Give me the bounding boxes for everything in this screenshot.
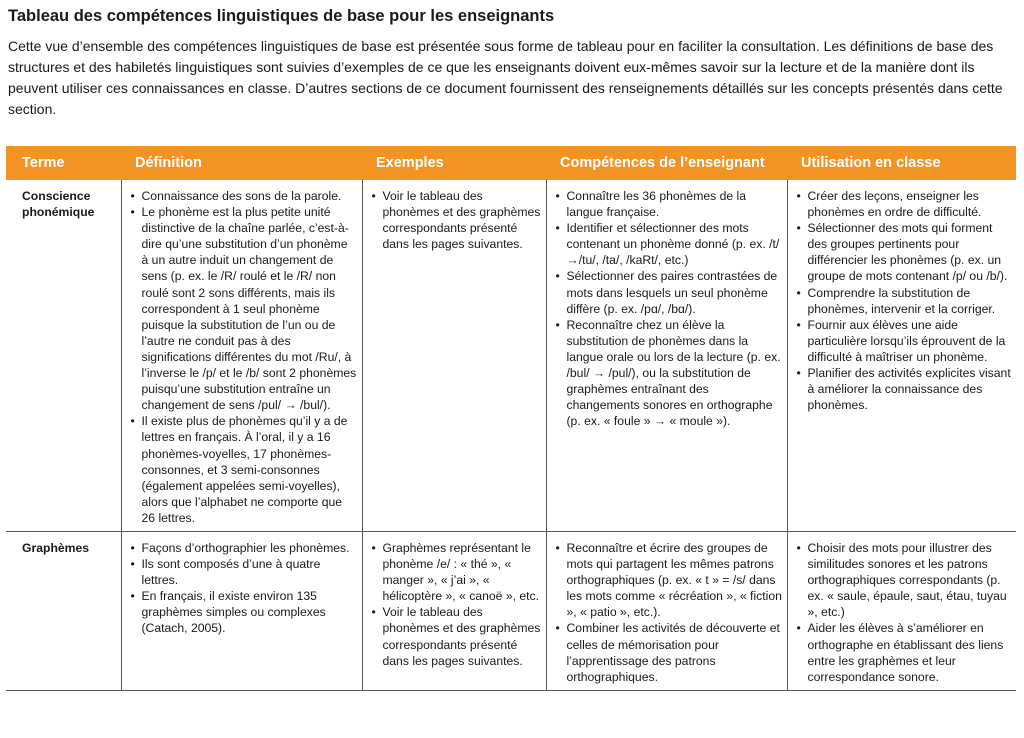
definition-list — [130, 188, 358, 526]
classroom-use-cell — [787, 531, 1016, 690]
header-terme: Terme — [6, 146, 121, 180]
examples-cell — [362, 531, 546, 690]
classroom-use-list — [796, 188, 1013, 413]
list-item: • Ils sont composés d’une à quatre lettres. — [130, 556, 358, 588]
table-header-row — [6, 146, 1016, 180]
list-item: • Reconnaître et écrire des groupes de mots qui partagent les mêmes patrons orthographiques (p. ex. « t » = /s/ dans les mots comme « récréation », « fiction », « patio », etc.). — [555, 540, 783, 620]
list-item: • Reconnaître chez un élève la substitution de phonèmes dans la langue orale ou lors de la lecture (p. ex. /bul/ → /pul/), ou la substitution de graphèmes entraînant des changements sonores en orthographe (p. ex. « foule » → « moule »). — [555, 317, 783, 430]
competences-table — [6, 146, 1016, 691]
page-title: Tableau des compétences linguistiques de base pour les enseignants — [8, 7, 555, 25]
classroom-use-list — [796, 540, 1013, 685]
intro-paragraph: Cette vue d’ensemble des compétences linguistiques de base est présentée sous forme de tableau pour en faciliter la consultation. Les définitions de base des structures et des habiletés linguistiques sont suivies d’exemples de ce que les enseignants doivent eux-mêmes savoir sur la lecture et de la manière dont ils peuvent utiliser ces connaissances en classe. D’autres sections de ce document fournissent des renseignements détaillés sur les concepts présentés dans cette section. — [8, 38, 1003, 117]
list-item: • Sélectionner des mots qui forment des groupes pertinents pour différencier les phonèmes (p. ex. un groupe de mots contenant /p/ ou /b/). — [796, 220, 1013, 284]
term-cell: Conscience phonémique — [6, 180, 121, 531]
examples-list — [371, 188, 542, 252]
header-definition: Définition — [121, 146, 362, 180]
list-item: • Connaître les 36 phonèmes de la langue française. — [555, 188, 783, 220]
teacher-skills-list — [555, 540, 783, 685]
list-item: • Comprendre la substitution de phonèmes, intervenir et la corriger. — [796, 285, 1013, 317]
examples-list — [371, 540, 542, 669]
list-item: • Connaissance des sons de la parole. — [130, 188, 358, 204]
list-item: • Il existe plus de phonèmes qu’il y a de lettres en français. À l’oral, il y a 16 phonèmes-voyelles, 17 phonèmes-consonnes, et 3 semi-consonnes (également appelées semi-voyelles), alors que l’alphabet ne comporte que 26 lettres. — [130, 413, 358, 526]
examples-cell — [362, 180, 546, 531]
list-item: • Identifier et sélectionner des mots contenant un phonème donné (p. ex. /t/ →/tu/, /ta/, /kaRt/, etc.) — [555, 220, 783, 268]
term-cell: Graphèmes — [6, 531, 121, 690]
header-utilisation: Utilisation en classe — [787, 146, 1016, 180]
list-item: • Choisir des mots pour illustrer des similitudes sonores et les patrons orthographiques correspondants (p. ex. « saule, épaule, saut, étau, tuyau », etc.) — [796, 540, 1013, 620]
list-item: • Sélectionner des paires contrastées de mots dans lesquels un seul phonème diffère (p. ex. /pɑ/, /bɑ/). — [555, 268, 783, 316]
definition-cell — [121, 180, 362, 531]
classroom-use-cell — [787, 180, 1016, 531]
table-row-conscience-phonemique — [6, 180, 1016, 531]
list-item: • Voir le tableau des phonèmes et des graphèmes correspondants présenté dans les pages suivantes. — [371, 188, 542, 252]
list-item: • Façons d’orthographier les phonèmes. — [130, 540, 358, 556]
header-exemples: Exemples — [362, 146, 546, 180]
list-item: • Fournir aux élèves une aide particulière lorsqu’ils éprouvent de la difficulté à maîtriser un phonème. — [796, 317, 1013, 365]
list-item: • Créer des leçons, enseigner les phonèmes en ordre de difficulté. — [796, 188, 1013, 220]
list-item: • Aider les élèves à s’améliorer en orthographe en établissant des liens entre les graphèmes et leur correspondance sonore. — [796, 620, 1013, 684]
list-item: • Graphèmes représentant le phonème /e/ : « thé », « manger », « j’ai », « hélicoptère », « canoë », etc. — [371, 540, 542, 604]
list-item: • Voir le tableau des phonèmes et des graphèmes correspondants présenté dans les pages suivantes. — [371, 604, 542, 668]
list-item: • Le phonème est la plus petite unité distinctive de la chaîne parlée, c’est-à-dire qu’une substitution d’un phonème à un autre induit un changement de sens (p. ex. le /R/ roulé et le /R/ non roulé sont 2 sons différents, mais ils correspondent à 1 seul phonème puisque la substitution de l’un ou de l’autre ne conduit pas à des significations différentes du mot /Ru/, à l’inverse le /p/ et le /b/ sont 2 phonèmes puisqu’une substitution entraîne un changement de sens /pul/ → /bul/). — [130, 204, 358, 413]
teacher-skills-cell — [546, 180, 787, 531]
list-item: • En français, il existe environ 135 graphèmes simples ou complexes (Catach, 2005). — [130, 588, 358, 636]
definition-cell — [121, 531, 362, 690]
teacher-skills-list — [555, 188, 783, 429]
header-competences: Compétences de l’enseignant — [546, 146, 787, 180]
teacher-skills-cell — [546, 531, 787, 690]
table-row-graphemes — [6, 531, 1016, 690]
list-item: • Planifier des activités explicites visant à améliorer la connaissance des phonèmes. — [796, 365, 1013, 413]
definition-list — [130, 540, 358, 637]
list-item: • Combiner les activités de découverte et celles de mémorisation pour l’apprentissage des patrons orthographiques. — [555, 620, 783, 684]
